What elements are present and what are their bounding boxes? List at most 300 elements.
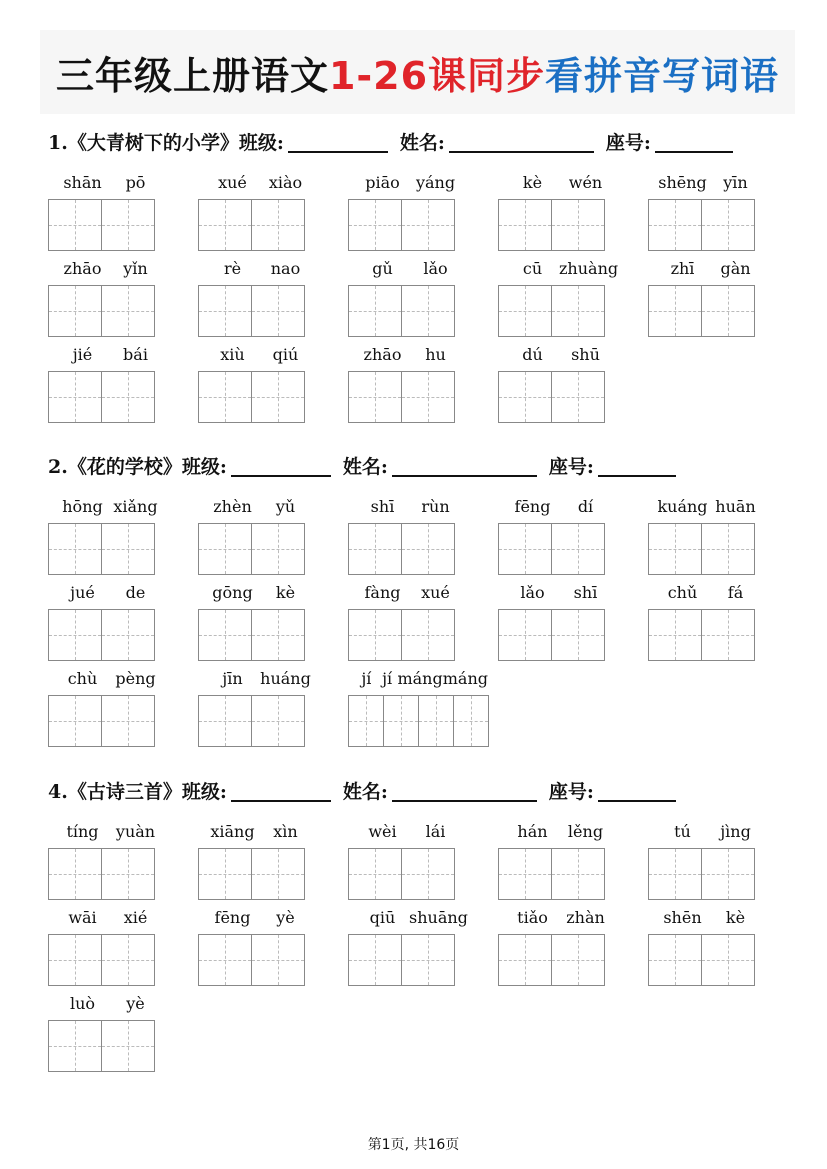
pinyin-syllable: hu <box>425 345 446 364</box>
writing-cell[interactable] <box>498 371 552 423</box>
pinyin-syllable: lěng <box>567 822 604 841</box>
tianzige-boxes <box>348 934 488 986</box>
writing-cell[interactable] <box>498 285 552 337</box>
tianzige-boxes <box>198 695 338 747</box>
writing-cell[interactable] <box>251 609 305 661</box>
writing-cell[interactable] <box>348 934 402 986</box>
tianzige-boxes <box>348 609 488 661</box>
word-item <box>648 822 788 900</box>
writing-cell[interactable] <box>648 609 702 661</box>
pinyin-syllable: yǐn <box>123 259 148 278</box>
word-item <box>498 259 638 337</box>
writing-cell[interactable] <box>701 848 755 900</box>
seat-label: 座号: <box>548 456 594 478</box>
word-item <box>198 822 338 900</box>
pinyin <box>348 583 488 605</box>
pinyin-syllable: fàng <box>364 583 401 602</box>
pinyin-syllable: xué <box>218 173 247 192</box>
pinyin-syllable: wāi <box>68 908 97 927</box>
pinyin <box>198 259 338 281</box>
writing-cell[interactable] <box>701 609 755 661</box>
writing-cell[interactable] <box>701 285 755 337</box>
word-item <box>498 908 638 986</box>
pinyin <box>498 173 638 195</box>
pinyin-syllable: kè <box>275 583 296 602</box>
pinyin <box>498 345 638 367</box>
writing-cell[interactable] <box>401 523 455 575</box>
word-item <box>498 345 638 423</box>
pinyin <box>48 822 188 844</box>
pinyin-syllable: zhāo <box>363 345 402 364</box>
word-item <box>498 822 638 900</box>
writing-cell[interactable] <box>251 199 305 251</box>
pinyin-syllable: xié <box>123 908 148 927</box>
tianzige-boxes <box>198 199 338 251</box>
pinyin <box>48 173 188 195</box>
word-item <box>348 669 488 747</box>
tianzige-boxes <box>48 371 188 423</box>
tianzige-boxes <box>648 523 788 575</box>
pinyin-syllable: kè <box>522 173 543 192</box>
tianzige-boxes <box>198 934 338 986</box>
tianzige-boxes <box>498 523 638 575</box>
pinyin <box>498 583 638 605</box>
section-header <box>48 774 788 804</box>
tianzige-boxes <box>498 371 638 423</box>
tianzige-boxes <box>348 695 488 747</box>
writing-cell[interactable] <box>648 523 702 575</box>
writing-cell[interactable] <box>251 934 305 986</box>
pinyin-syllable: jìng <box>720 822 751 841</box>
writing-cell[interactable] <box>418 695 454 747</box>
writing-cell[interactable] <box>401 199 455 251</box>
pinyin-syllable: xiǎng <box>113 497 158 516</box>
name-blank[interactable] <box>392 780 537 802</box>
writing-cell[interactable] <box>383 695 419 747</box>
pinyin <box>348 259 488 281</box>
writing-cell[interactable] <box>348 523 402 575</box>
writing-cell[interactable] <box>551 285 605 337</box>
pinyin <box>348 497 488 519</box>
pinyin-syllable: hán <box>517 822 548 841</box>
writing-cell[interactable] <box>101 695 155 747</box>
writing-cell[interactable] <box>701 523 755 575</box>
pinyin <box>198 497 338 519</box>
writing-cell[interactable] <box>198 848 252 900</box>
section-header <box>48 449 788 479</box>
word-item <box>198 173 338 251</box>
pinyin <box>48 259 188 281</box>
pinyin-syllable: shū <box>571 345 600 364</box>
writing-cell[interactable] <box>48 285 102 337</box>
writing-cell[interactable] <box>48 523 102 575</box>
word-item <box>198 259 338 337</box>
pinyin-syllable: shī <box>370 497 395 516</box>
pinyin-syllable: máng <box>442 669 488 688</box>
pinyin <box>348 345 488 367</box>
pinyin-syllable: yè <box>126 994 145 1013</box>
pinyin-syllable: dú <box>522 345 543 364</box>
pinyin-syllable: rè <box>223 259 242 278</box>
title-task: 看拼音写词语 <box>545 53 780 98</box>
writing-cell[interactable] <box>198 523 252 575</box>
worksheet-section <box>48 125 788 364</box>
pinyin-syllable: shuāng <box>409 908 468 927</box>
word-item <box>648 259 788 337</box>
pinyin-syllable: gōng <box>212 583 253 602</box>
seat-label: 座号: <box>605 132 651 154</box>
writing-cell[interactable] <box>198 371 252 423</box>
pinyin <box>198 669 338 691</box>
pinyin-syllable: luò <box>69 994 96 1013</box>
pinyin-syllable: qiú <box>272 345 299 364</box>
writing-cell[interactable] <box>198 695 252 747</box>
class-label: 班级: <box>181 456 227 478</box>
tianzige-boxes <box>498 609 638 661</box>
word-item <box>348 908 488 986</box>
pinyin-syllable: lǎo <box>423 259 448 278</box>
seat-blank[interactable] <box>655 131 733 153</box>
writing-cell[interactable] <box>101 609 155 661</box>
writing-cell[interactable] <box>401 848 455 900</box>
word-item <box>348 822 488 900</box>
pinyin-syllable: gǔ <box>372 259 393 278</box>
writing-cell[interactable] <box>401 934 455 986</box>
pinyin <box>648 497 788 519</box>
pinyin-syllable: yǔ <box>275 497 296 516</box>
pinyin <box>48 669 188 691</box>
tianzige-boxes <box>648 285 788 337</box>
word-item <box>348 259 488 337</box>
writing-cell[interactable] <box>648 934 702 986</box>
worksheet-section <box>48 449 788 688</box>
pinyin <box>648 259 788 281</box>
writing-cell[interactable] <box>551 523 605 575</box>
pinyin-syllable: fēng <box>214 908 251 927</box>
pinyin-syllable: zhī <box>670 259 695 278</box>
pinyin <box>498 822 638 844</box>
tianzige-boxes <box>498 848 638 900</box>
writing-cell[interactable] <box>701 199 755 251</box>
worksheet-section <box>48 774 788 1013</box>
pinyin <box>198 583 338 605</box>
word-item <box>48 345 188 423</box>
pinyin <box>498 259 638 281</box>
pinyin <box>198 345 338 367</box>
writing-cell[interactable] <box>498 848 552 900</box>
writing-cell[interactable] <box>198 934 252 986</box>
pinyin-syllable: chù <box>67 669 98 688</box>
writing-cell[interactable] <box>348 199 402 251</box>
word-item <box>48 497 188 575</box>
lesson-title: 1.《大青树下的小学》 <box>48 132 239 154</box>
pinyin-syllable: gàn <box>720 259 751 278</box>
word-item <box>198 345 338 423</box>
writing-cell[interactable] <box>551 199 605 251</box>
writing-cell[interactable] <box>453 695 489 747</box>
tianzige-boxes <box>198 848 338 900</box>
pinyin-syllable: hōng <box>62 497 103 516</box>
word-item <box>48 994 188 1072</box>
pinyin-syllable: xiào <box>268 173 303 192</box>
writing-cell[interactable] <box>101 199 155 251</box>
section-header <box>48 125 788 155</box>
class-label: 班级: <box>181 781 227 803</box>
writing-cell[interactable] <box>198 285 252 337</box>
pinyin <box>348 822 488 844</box>
tianzige-boxes <box>348 523 488 575</box>
tianzige-boxes <box>48 199 188 251</box>
class-blank[interactable] <box>288 131 388 153</box>
writing-cell[interactable] <box>101 1020 155 1072</box>
tianzige-boxes <box>348 285 488 337</box>
writing-cell[interactable] <box>401 609 455 661</box>
writing-cell[interactable] <box>498 523 552 575</box>
title-lessons: 1-26课同步 <box>328 53 546 98</box>
pinyin <box>48 994 188 1016</box>
pinyin-syllable: yè <box>276 908 295 927</box>
pinyin-syllable: pèng <box>115 669 156 688</box>
pinyin-syllable: jí <box>382 669 393 688</box>
pinyin-syllable: wèi <box>368 822 397 841</box>
pinyin-syllable: lái <box>425 822 446 841</box>
seat-label: 座号: <box>548 781 594 803</box>
writing-cell[interactable] <box>348 285 402 337</box>
pinyin-syllable: dí <box>577 497 594 516</box>
pinyin-syllable: lǎo <box>520 583 545 602</box>
tianzige-boxes <box>498 934 638 986</box>
writing-cell[interactable] <box>251 371 305 423</box>
pinyin-syllable: tú <box>674 822 691 841</box>
pinyin <box>198 908 338 930</box>
writing-cell[interactable] <box>101 934 155 986</box>
writing-cell[interactable] <box>251 848 305 900</box>
pinyin-syllable: jué <box>70 583 95 602</box>
pinyin <box>648 908 788 930</box>
tianzige-boxes <box>48 609 188 661</box>
pinyin-syllable: xiāng <box>210 822 255 841</box>
tianzige-boxes <box>48 848 188 900</box>
writing-cell[interactable] <box>498 199 552 251</box>
word-item <box>198 908 338 986</box>
pinyin <box>198 173 338 195</box>
word-item <box>348 173 488 251</box>
writing-cell[interactable] <box>648 848 702 900</box>
writing-cell[interactable] <box>48 695 102 747</box>
tianzige-boxes <box>48 285 188 337</box>
tianzige-boxes <box>348 371 488 423</box>
pinyin-syllable: zhèn <box>213 497 252 516</box>
pinyin <box>348 669 488 691</box>
word-item <box>48 259 188 337</box>
pinyin <box>348 908 488 930</box>
word-item <box>498 173 638 251</box>
pinyin-syllable: shēn <box>663 908 702 927</box>
pinyin-syllable: zhuàng <box>559 259 619 278</box>
writing-cell[interactable] <box>101 285 155 337</box>
tianzige-boxes <box>648 199 788 251</box>
pinyin-syllable: zhāo <box>63 259 102 278</box>
word-item <box>48 173 188 251</box>
page-title <box>40 30 795 114</box>
pinyin-syllable: shī <box>573 583 598 602</box>
pinyin <box>648 822 788 844</box>
pinyin-syllable: piāo <box>365 173 400 192</box>
pinyin <box>648 173 788 195</box>
lesson-title: 4.《古诗三首》 <box>48 781 182 803</box>
word-item <box>348 497 488 575</box>
writing-cell[interactable] <box>551 371 605 423</box>
writing-cell[interactable] <box>101 523 155 575</box>
word-item <box>648 583 788 661</box>
pinyin-syllable: yīn <box>723 173 748 192</box>
word-item <box>48 583 188 661</box>
writing-cell[interactable] <box>198 199 252 251</box>
pinyin-syllable: kuáng <box>657 497 708 516</box>
writing-cell[interactable] <box>551 934 605 986</box>
name-label: 姓名: <box>342 456 388 478</box>
word-item <box>198 669 338 747</box>
word-item <box>48 669 188 747</box>
name-blank[interactable] <box>449 131 594 153</box>
tianzige-boxes <box>348 199 488 251</box>
writing-cell[interactable] <box>101 848 155 900</box>
pinyin-syllable: shān <box>63 173 102 192</box>
pinyin-syllable: huáng <box>260 669 311 688</box>
pinyin-syllable: rùn <box>421 497 450 516</box>
word-item <box>498 497 638 575</box>
page-number: 第1页, 共16页 <box>367 1137 460 1153</box>
pinyin-syllable: tíng <box>66 822 99 841</box>
tianzige-boxes <box>48 934 188 986</box>
writing-cell[interactable] <box>498 934 552 986</box>
tianzige-boxes <box>48 1020 188 1072</box>
pinyin-syllable: yáng <box>415 173 456 192</box>
writing-cell[interactable] <box>551 609 605 661</box>
pinyin-syllable: cū <box>522 259 543 278</box>
word-item <box>648 173 788 251</box>
writing-cell[interactable] <box>101 371 155 423</box>
title-grade: 三年级上册语文 <box>55 53 329 98</box>
pinyin-syllable: xìn <box>273 822 298 841</box>
pinyin-syllable: zhàn <box>566 908 605 927</box>
writing-cell[interactable] <box>701 934 755 986</box>
pinyin-syllable: fá <box>727 583 744 602</box>
pinyin <box>48 345 188 367</box>
tianzige-boxes <box>498 199 638 251</box>
pinyin-syllable: jí <box>361 669 372 688</box>
writing-cell[interactable] <box>648 199 702 251</box>
class-blank[interactable] <box>231 780 331 802</box>
tianzige-boxes <box>348 848 488 900</box>
pinyin-syllable: xiù <box>220 345 245 364</box>
pinyin-syllable: shēng <box>658 173 707 192</box>
tianzige-boxes <box>198 371 338 423</box>
pinyin-syllable: máng <box>397 669 443 688</box>
pinyin <box>48 908 188 930</box>
name-blank[interactable] <box>392 455 537 477</box>
tianzige-boxes <box>48 523 188 575</box>
word-item <box>348 583 488 661</box>
tianzige-boxes <box>198 285 338 337</box>
writing-cell[interactable] <box>348 695 384 747</box>
writing-cell[interactable] <box>348 609 402 661</box>
pinyin <box>198 822 338 844</box>
writing-cell[interactable] <box>48 371 102 423</box>
pinyin-syllable: yuàn <box>115 822 156 841</box>
pinyin-syllable: fēng <box>514 497 551 516</box>
pinyin-syllable: qiū <box>369 908 396 927</box>
name-label: 姓名: <box>342 781 388 803</box>
writing-cell[interactable] <box>551 848 605 900</box>
tianzige-boxes <box>48 695 188 747</box>
name-label: 姓名: <box>399 132 445 154</box>
pinyin-syllable: chǔ <box>667 583 698 602</box>
writing-cell[interactable] <box>498 609 552 661</box>
tianzige-boxes <box>198 609 338 661</box>
pinyin-syllable: bái <box>123 345 148 364</box>
word-item <box>48 822 188 900</box>
tianzige-boxes <box>648 934 788 986</box>
pinyin-syllable: nao <box>270 259 301 278</box>
pinyin-syllable: pō <box>125 173 146 192</box>
pinyin-syllable: huān <box>715 497 756 516</box>
writing-cell[interactable] <box>401 285 455 337</box>
word-item <box>198 497 338 575</box>
writing-cell[interactable] <box>48 848 102 900</box>
pinyin-syllable: kè <box>725 908 746 927</box>
writing-cell[interactable] <box>48 934 102 986</box>
pinyin-syllable: tiǎo <box>517 908 548 927</box>
word-item <box>498 583 638 661</box>
pinyin <box>498 497 638 519</box>
seat-blank[interactable] <box>598 455 676 477</box>
pinyin <box>48 497 188 519</box>
seat-blank[interactable] <box>598 780 676 802</box>
pinyin-syllable: wén <box>568 173 603 192</box>
pinyin-syllable: jié <box>72 345 93 364</box>
writing-cell[interactable] <box>251 523 305 575</box>
writing-cell[interactable] <box>198 609 252 661</box>
writing-cell[interactable] <box>348 848 402 900</box>
writing-cell[interactable] <box>401 371 455 423</box>
lesson-title: 2.《花的学校》 <box>48 456 182 478</box>
pinyin <box>498 908 638 930</box>
tianzige-boxes <box>498 285 638 337</box>
writing-cell[interactable] <box>48 609 102 661</box>
writing-cell[interactable] <box>648 285 702 337</box>
tianzige-boxes <box>648 609 788 661</box>
word-item <box>48 908 188 986</box>
word-item <box>648 908 788 986</box>
pinyin-syllable: jīn <box>222 669 243 688</box>
pinyin-syllable: de <box>125 583 146 602</box>
pinyin-syllable: xué <box>421 583 450 602</box>
word-item <box>648 497 788 575</box>
writing-cell[interactable] <box>48 1020 102 1072</box>
writing-cell[interactable] <box>348 371 402 423</box>
pinyin <box>348 173 488 195</box>
word-item <box>198 583 338 661</box>
tianzige-boxes <box>648 848 788 900</box>
word-item <box>348 345 488 423</box>
writing-cell[interactable] <box>251 285 305 337</box>
pinyin <box>648 583 788 605</box>
pinyin <box>48 583 188 605</box>
class-blank[interactable] <box>231 455 331 477</box>
writing-cell[interactable] <box>251 695 305 747</box>
writing-cell[interactable] <box>48 199 102 251</box>
